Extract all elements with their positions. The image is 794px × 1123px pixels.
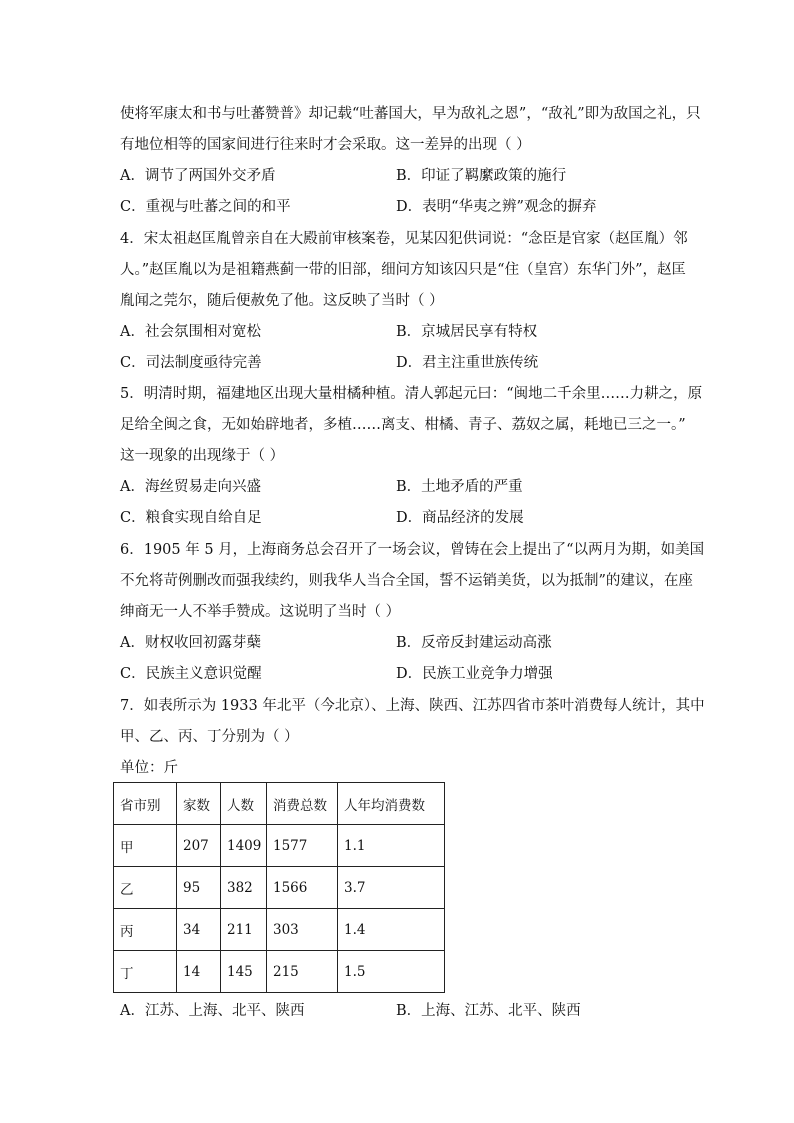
question-4-option-d: D．君主注重世族传统 (396, 355, 539, 371)
question-7-text-line-1: 7．如表所示为 1933 年北平（今北京）、上海、陕西、江苏四省市茶叶消费每人统计，其中 (120, 698, 705, 714)
table-cell: 1.5 (338, 951, 445, 993)
table-cell: 1.1 (338, 825, 445, 867)
question-6-option-a: A．财权收回初露芽蘖 (120, 635, 261, 651)
question-4-option-b: B．京城居民享有特权 (396, 324, 538, 340)
table-cell: 95 (177, 867, 221, 909)
table-cell: 丁 (114, 951, 177, 993)
table-header-cell: 消费总数 (267, 783, 338, 825)
question-7-option-a: A．江苏、上海、北平、陕西 (120, 1003, 305, 1019)
table-cell: 乙 (114, 867, 177, 909)
question-4-text-line-2: 人。”赵匡胤以为是祖籍燕蓟一带的旧部，细问方知该囚只是“住（皇宫）东华门外”，赵匡 (120, 262, 686, 278)
question-4-text-line-1: 4．宋太祖赵匡胤曾亲自在大殿前审核案卷，见某囚犯供词说：“念臣是官家（赵匡胤）邻 (120, 231, 688, 247)
table-header-cell: 家数 (177, 783, 221, 825)
question-3-option-b: B．印证了羁縻政策的施行 (396, 168, 567, 184)
question-6-option-b: B．反帝反封建运动高涨 (396, 635, 552, 651)
table-header-cell: 人年均消费数 (338, 783, 445, 825)
table-header-cell: 人数 (221, 783, 267, 825)
question-5-option-c: C．粮食实现自给自足 (120, 510, 262, 526)
question-5-option-b: B．土地矛盾的严重 (396, 479, 523, 495)
table-cell: 215 (267, 951, 338, 993)
table-cell: 1577 (267, 825, 338, 867)
table-cell: 丙 (114, 909, 177, 951)
table-unit-label: 单位：斤 (120, 760, 178, 776)
tea-consumption-table (113, 782, 445, 993)
table-cell: 303 (267, 909, 338, 951)
question-3-text-line-2: 有地位相等的国家间进行往来时才会采取。这一差异的出现（ ） (120, 137, 531, 153)
question-6-text-line-3: 绅商无一人不举手赞成。这说明了当时（ ） (120, 604, 401, 620)
question-5-text-line-3: 这一现象的出现缘于（ ） (120, 448, 285, 464)
table-row (114, 951, 445, 993)
table-cell: 甲 (114, 825, 177, 867)
table-row (114, 909, 445, 951)
table-cell: 207 (177, 825, 221, 867)
question-3-text-line-1: 使将军康太和书与吐蕃赞普》却记载“吐蕃国大，早为敌礼之恩”，“敌礼”即为敌国之礼，只 (120, 106, 701, 122)
question-3-option-d: D．表明“华夷之辨”观念的摒弃 (396, 199, 597, 215)
question-7-text-line-2: 甲、乙、丙、丁分别为（ ） (120, 729, 299, 745)
question-4-option-c: C．司法制度亟待完善 (120, 355, 262, 371)
question-4-text-line-3: 胤闻之莞尔，随后便赦免了他。这反映了当时（ ） (120, 293, 444, 309)
table-header-row (114, 783, 445, 825)
question-5-text-line-1: 5．明清时期，福建地区出现大量柑橘种植。清人郭起元曰：“闽地二千余里……力耕之，原 (120, 386, 703, 402)
table-cell: 145 (221, 951, 267, 993)
question-6-text-line-1: 6．1905 年 5 月，上海商务总会召开了一场会议，曾铸在会上提出了“以两月为期，如美国 (120, 542, 705, 558)
question-3-option-c: C．重视与吐蕃之间的和平 (120, 199, 291, 215)
question-6-text-line-2: 不允将苛例删改而强我续约，则我华人当合全国，誓不运销美货，以为抵制”的建议，在座 (120, 573, 693, 589)
question-7-option-b: B．上海、江苏、北平、陕西 (396, 1003, 581, 1019)
table-cell: 34 (177, 909, 221, 951)
table-cell: 1409 (221, 825, 267, 867)
table-header-cell: 省市别 (114, 783, 177, 825)
question-5-option-d: D．商品经济的发展 (396, 510, 524, 526)
table-cell: 382 (221, 867, 267, 909)
table-cell: 1566 (267, 867, 338, 909)
table-row (114, 825, 445, 867)
table-cell: 14 (177, 951, 221, 993)
question-5-option-a: A．海丝贸易走向兴盛 (120, 479, 261, 495)
table-row (114, 867, 445, 909)
question-5-text-line-2: 足给全闽之食，无如始辟地者，多植……离支、柑橘、青子、荔奴之属，耗地已三之一。” (120, 417, 686, 433)
question-6-option-c: C．民族主义意识觉醒 (120, 666, 262, 682)
question-6-option-d: D．民族工业竞争力增强 (396, 666, 553, 682)
question-3-option-a: A．调节了两国外交矛盾 (120, 168, 276, 184)
table-cell: 211 (221, 909, 267, 951)
table-cell: 3.7 (338, 867, 445, 909)
table-cell: 1.4 (338, 909, 445, 951)
question-4-option-a: A．社会氛围相对宽松 (120, 324, 261, 340)
